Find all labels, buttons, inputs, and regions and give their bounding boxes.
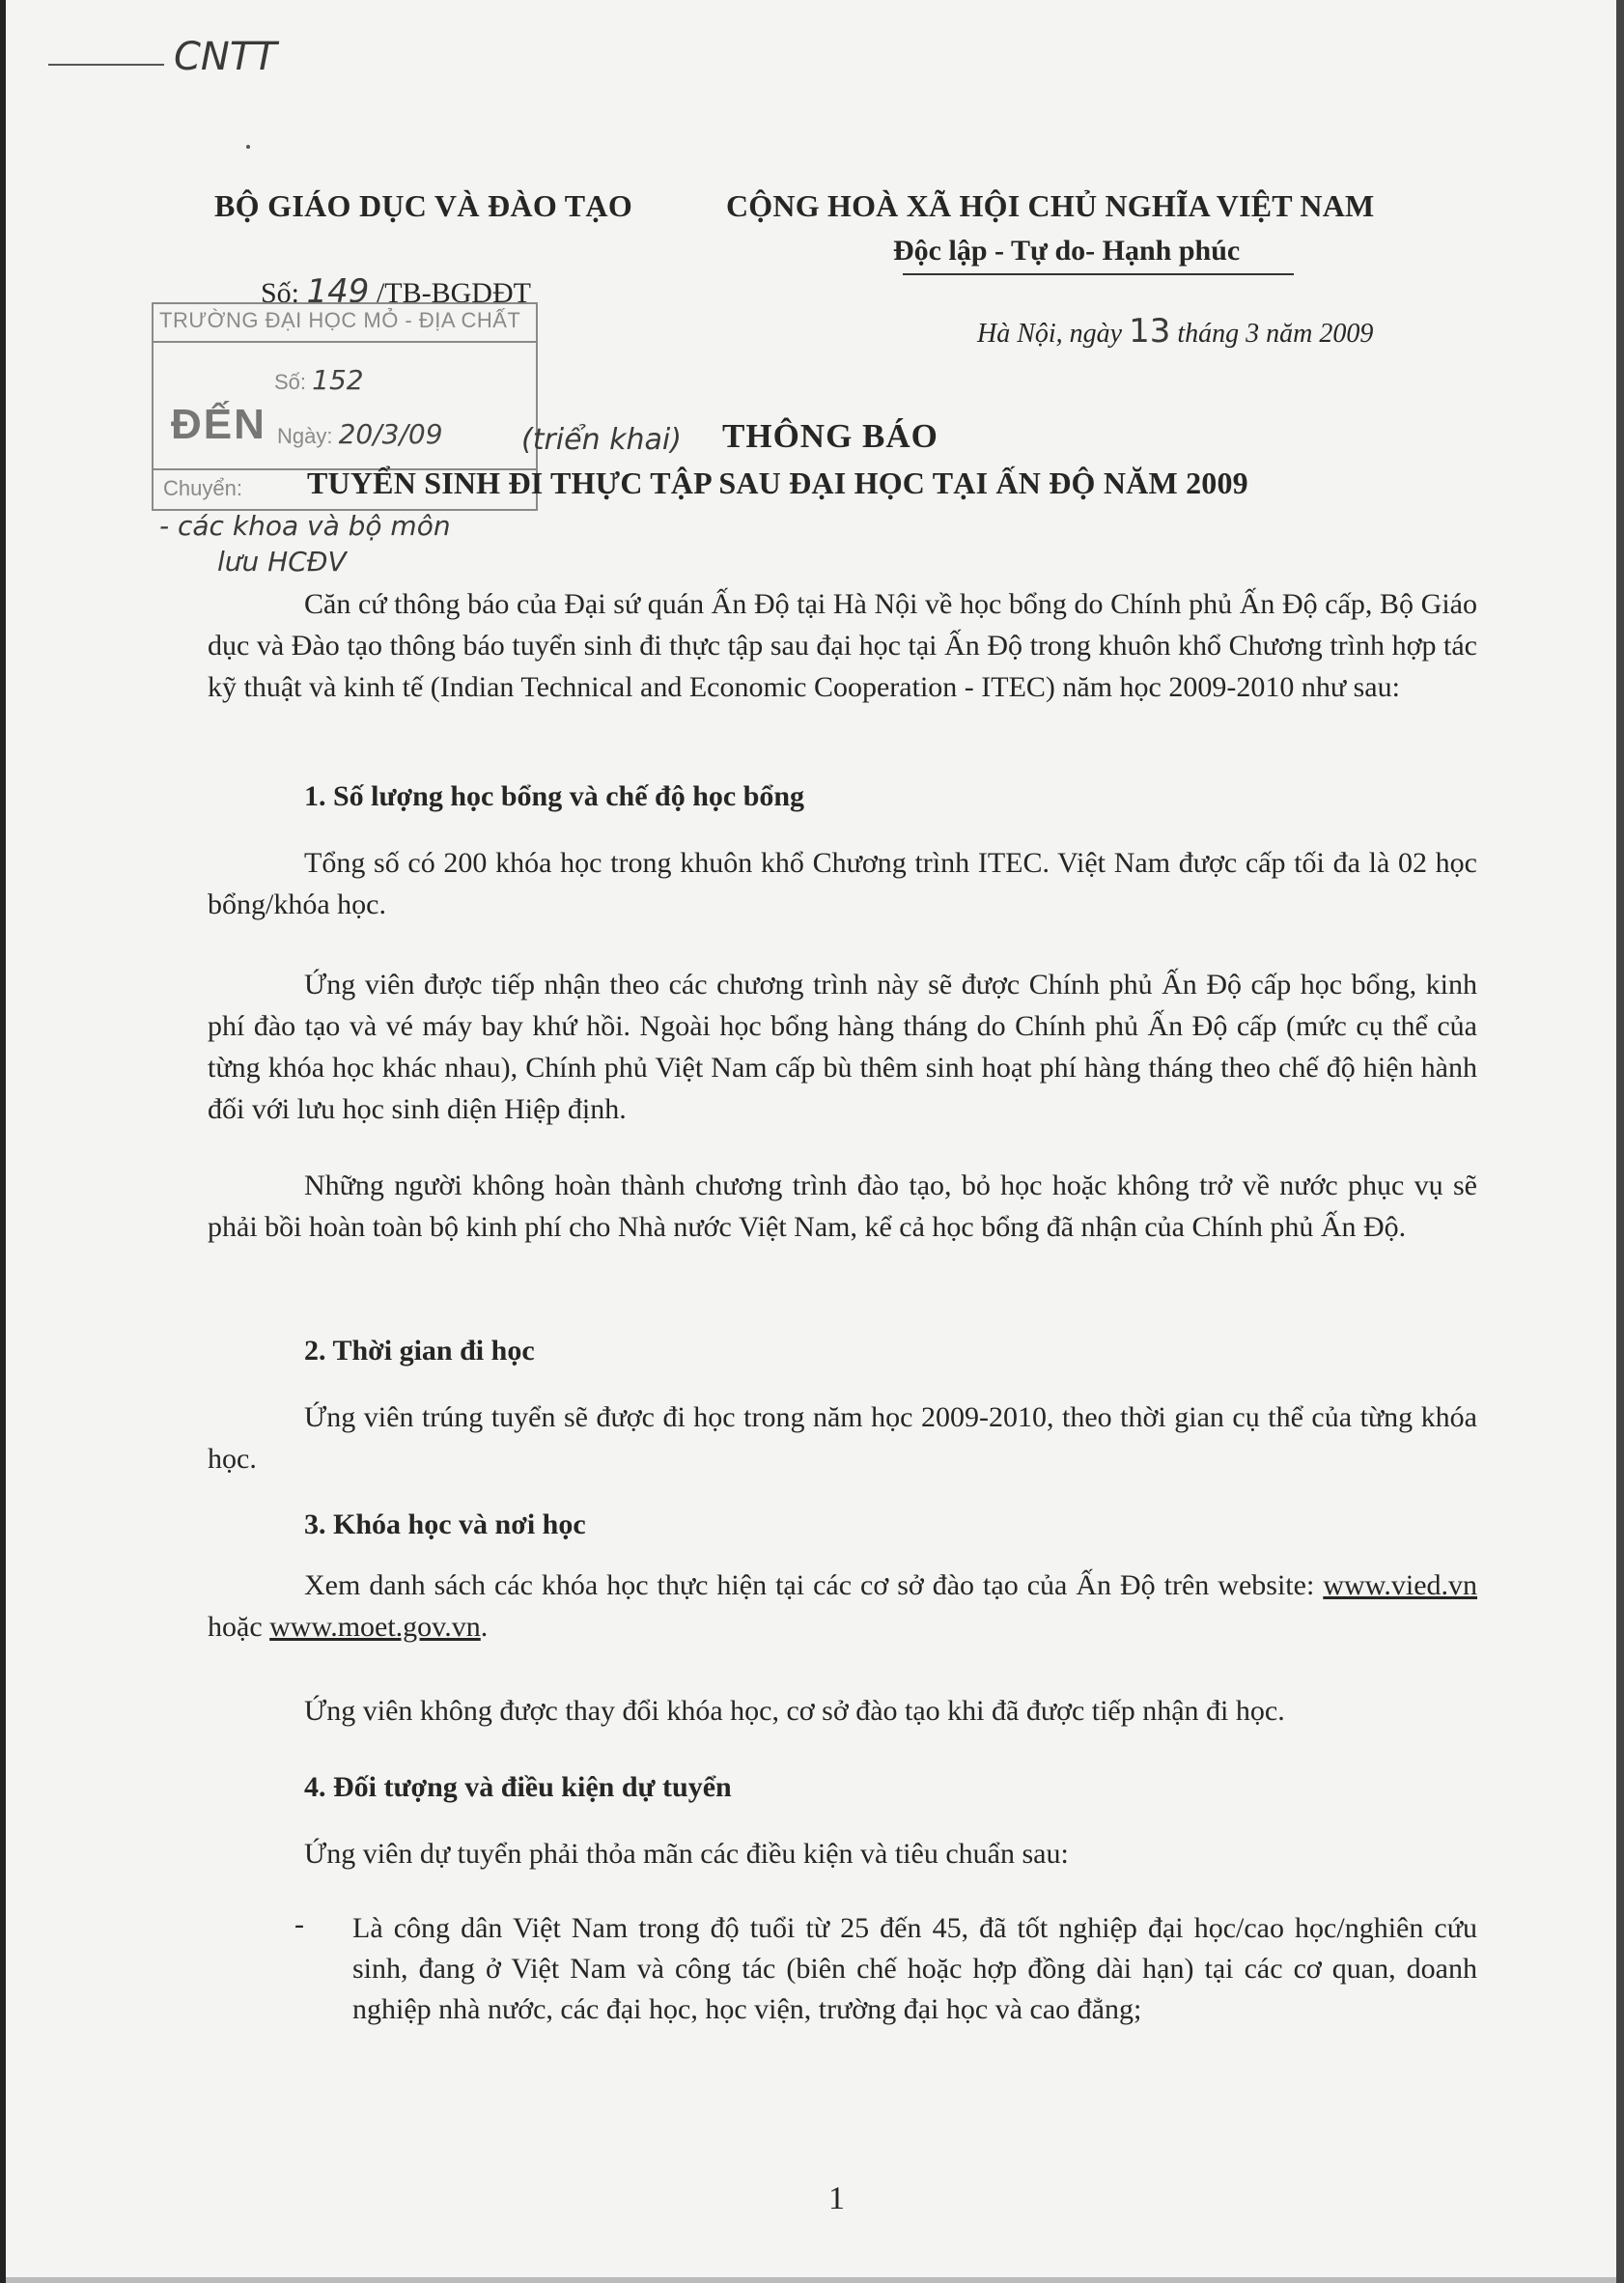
stamp-divider bbox=[154, 341, 536, 343]
margin-dash bbox=[48, 64, 164, 66]
section-1-paragraph-3: Những người không hoàn thành chương trình đào tạo, bỏ học hoặc không trở về nước phục vụ sẽ phải bồi hoàn toàn bộ kinh phí cho Nhà nước Việt Nam, kể cả học bổng đã nhận của Chính phủ Ấn Độ. bbox=[208, 1170, 1477, 1243]
handwritten-number: 149 bbox=[306, 272, 370, 311]
period: . bbox=[480, 1611, 489, 1643]
handwritten-note-luu: lưu HCĐV bbox=[217, 546, 347, 578]
notice-title: THÔNG BÁO bbox=[722, 417, 938, 455]
stamp-date-label: Ngày: bbox=[277, 424, 333, 448]
moet-link[interactable]: www.moet.gov.vn bbox=[269, 1611, 481, 1643]
section-2-paragraph-1: Ứng viên trúng tuyển sẽ được đi học trong năm học 2009-2010, theo thời gian cụ thể của từng khóa học. bbox=[208, 1401, 1477, 1475]
section-3-text: Xem danh sách các khóa học thực hiện tại các cơ sở đào tạo của Ấn Độ trên website: bbox=[304, 1569, 1315, 1601]
place-date-prefix: Hà Nội, ngày bbox=[977, 319, 1123, 349]
vied-link[interactable]: www.vied.vn bbox=[1323, 1569, 1478, 1601]
handwritten-note-cac-khoa: - các khoa và bộ môn bbox=[159, 510, 451, 542]
stamp-date bbox=[277, 418, 443, 450]
section-4-heading: 4. Đối tượng và điều kiện dự tuyển bbox=[304, 1771, 732, 1803]
motto-underline bbox=[903, 273, 1294, 275]
stamp-number-label: Số: bbox=[274, 370, 307, 394]
handwritten-note-top-left: CNTT bbox=[174, 35, 277, 79]
section-3-paragraph-1 bbox=[208, 1564, 1477, 1648]
section-3-paragraph-2: Ứng viên không được thay đổi khóa học, cơ sở đào tạo khi đã được tiếp nhận đi học. bbox=[304, 1695, 1285, 1727]
stamp-den: ĐẾN bbox=[171, 401, 266, 448]
or-word: hoặc bbox=[208, 1611, 263, 1643]
stamp-handwritten-number: 152 bbox=[312, 364, 364, 396]
handwritten-note-trien-khai: (triển khai) bbox=[521, 423, 682, 457]
section-1-heading: 1. Số lượng học bổng và chế độ học bổng bbox=[304, 780, 805, 812]
section-3-heading: 3. Khóa học và nơi học bbox=[304, 1508, 586, 1540]
section-4-item-1: Là công dân Việt Nam trong độ tuổi từ 25 đến 45, đã tốt nghiệp đại học/cao học/nghiên cứu sinh, đang ở Việt Nam và công tác (biên chế hoặc hợp đồng dài hạn) tại các cơ quan, doanh nghiệp nhà nước, các đại học, học viện, trường đại học và cao đẳng; bbox=[352, 1912, 1477, 2025]
notice-subtitle: TUYỂN SINH ĐI THỰC TẬP SAU ĐẠI HỌC TẠI ẤN ĐỘ NĂM 2009 bbox=[307, 465, 1248, 500]
stamp-forward: Chuyển: bbox=[163, 476, 242, 500]
intro-paragraph: Căn cứ thông báo của Đại sứ quán Ấn Độ tại Hà Nội về học bổng do Chính phủ Ấn Độ cấp, Bộ Giáo dục và Đào tạo thông báo tuyển sinh đi thực tập sau đại học tại Ấn Độ trong khuôn khổ Chương trình hợp tác kỹ thuật và kinh tế (Indian Technical and Economic Cooperation - ITEC) năm học 2009-2010 như sau: bbox=[208, 588, 1477, 703]
number-suffix: /TB-BGDĐT bbox=[376, 277, 531, 309]
section-4-paragraph-1: Ứng viên dự tuyển phải thỏa mãn các điều kiện và tiêu chuẩn sau: bbox=[304, 1838, 1069, 1870]
stamp-school-name: TRƯỜNG ĐẠI HỌC MỎ - ĐỊA CHẤT bbox=[159, 308, 521, 332]
handwritten-day: 13 bbox=[1129, 312, 1171, 351]
place-date bbox=[977, 312, 1373, 351]
national-motto: Độc lập - Tự do- Hạnh phúc bbox=[893, 235, 1241, 267]
section-1-paragraph-1: Tổng số có 200 khóa học trong khuôn khổ Chương trình ITEC. Việt Nam được cấp tối đa là 02 học bổng/khóa học. bbox=[208, 847, 1477, 920]
section-1-paragraph-2: Ứng viên được tiếp nhận theo các chương trình này sẽ được Chính phủ Ấn Độ cấp học bổng, kinh phí đào tạo và vé máy bay khứ hồi. Ngoài học bổng hàng tháng do Chính phủ Ấn Độ cấp (mức cụ thể của từng khóa học khác nhau), Chính phủ Việt Nam cấp bù thêm sinh hoạt phí hàng tháng theo chế độ hiện hành đối với lưu học sinh diện Hiệp định. bbox=[208, 969, 1477, 1125]
list-dash: - bbox=[294, 1908, 304, 1940]
stamp-handwritten-date: 20/3/09 bbox=[338, 418, 443, 450]
section-2-heading: 2. Thời gian đi học bbox=[304, 1335, 535, 1367]
stamp-number bbox=[274, 364, 364, 396]
ministry-name: BỘ GIÁO DỤC VÀ ĐÀO TẠO bbox=[214, 188, 633, 223]
speck bbox=[246, 145, 250, 149]
place-date-suffix: tháng 3 năm 2009 bbox=[1177, 319, 1374, 349]
number-prefix: Số: bbox=[261, 277, 300, 309]
country-name: CỘNG HOÀ XÃ HỘI CHỦ NGHĨA VIỆT NAM bbox=[726, 188, 1375, 223]
page-number: 1 bbox=[828, 2181, 845, 2216]
